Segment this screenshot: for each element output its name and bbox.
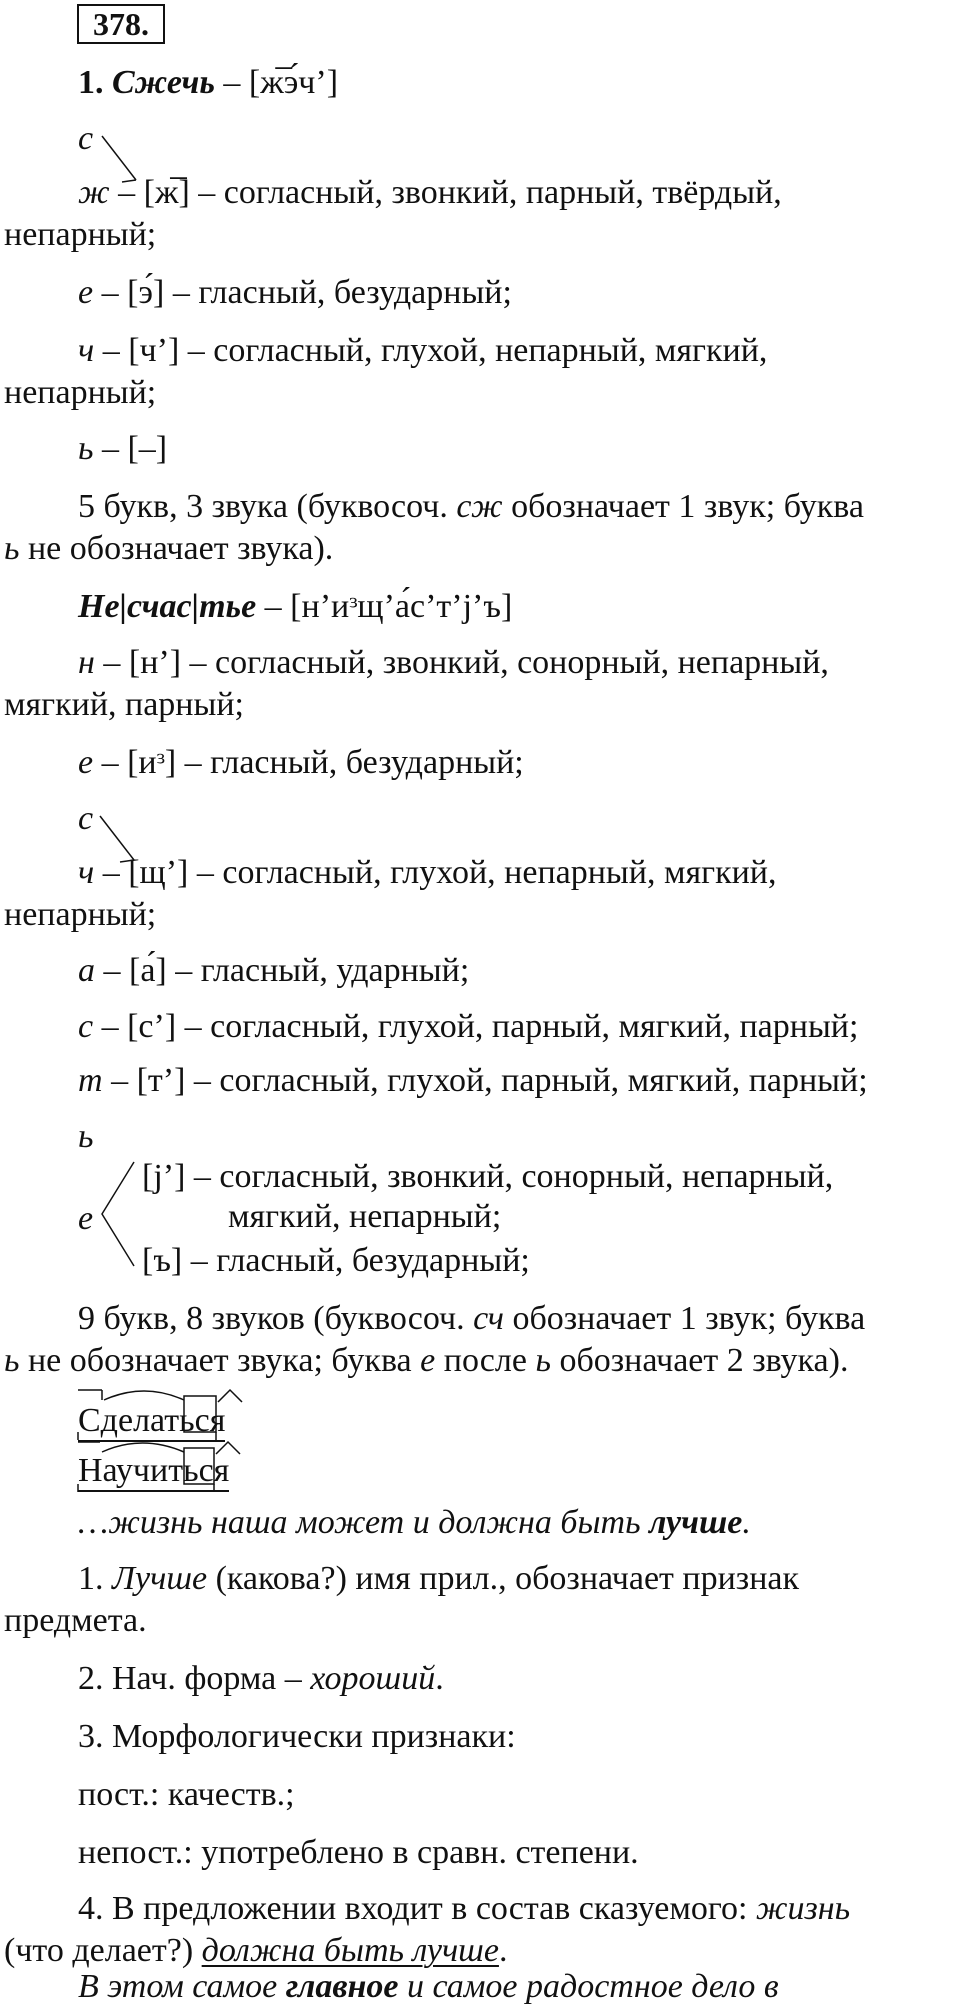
p1-text: (какова?) имя прил., обозначает признак	[207, 1560, 800, 1597]
row-e-desc: – [иᵌ] – гласный, безударный;	[93, 744, 524, 781]
word1-number: 1.	[78, 64, 104, 101]
word2-row-ch-cont: непарный;	[4, 896, 157, 933]
quote-line	[78, 1502, 952, 1544]
quote-end: .	[742, 1504, 751, 1541]
p2-text: 2. Нач. форма –	[78, 1660, 311, 1697]
last-keyword: главное	[285, 1968, 399, 2005]
row-n-desc: – [н’] – согласный, звонкий, сонорный, непарный,	[94, 644, 829, 681]
morph-marks-1	[76, 1384, 246, 1444]
summary-text: 5 букв, 3 звука (буквосоч.	[78, 488, 457, 525]
summary-cluster: сч	[473, 1300, 504, 1337]
word2-transcription: [н’иᵌщ’а́с’т’j’ъ]	[290, 588, 513, 625]
row-zh-desc: – [ж̅] – согласный, звонкий, парный, твёрдый,	[109, 174, 782, 211]
summary-text-end: обозначает 1 звук; буква	[502, 488, 864, 525]
word2-title-line	[78, 586, 952, 628]
analysis-p1	[78, 1558, 952, 1600]
word2-row-n	[78, 642, 952, 684]
word2-row-a	[78, 950, 952, 992]
last-text: В этом самое	[78, 1968, 286, 2005]
morph-marks-2	[76, 1436, 246, 1496]
analysis-p3-var: непост.: употреблено в сравн. степени.	[78, 1834, 639, 1871]
word2-row-n-cont: мягкий, парный;	[4, 686, 244, 723]
word1-row-soft	[78, 428, 952, 470]
word2-summary-cont	[4, 1340, 952, 1382]
letter-ch: ч	[78, 332, 95, 369]
word2-row-e	[78, 742, 952, 784]
letter-zh: ж	[78, 174, 110, 211]
letter-s: с	[78, 1008, 94, 1045]
word2-branch-hard: [ъ] – гласный, безударный;	[142, 1242, 530, 1279]
analysis-p1-cont: предмета.	[4, 1602, 147, 1639]
summary-letter-e: е	[420, 1342, 436, 1379]
row-a-desc: – [а́] – гласный, ударный;	[95, 952, 470, 989]
quote-keyword: лучше	[649, 1504, 743, 1541]
row-e-desc: – [э́] – гласный, безударный;	[93, 274, 512, 311]
letter-t: т	[78, 1062, 103, 1099]
analysis-p3: 3. Морфологически признаки:	[78, 1718, 516, 1755]
p4-question: (что делает?)	[4, 1932, 202, 1969]
summary-soft-sign: ь	[4, 530, 20, 567]
last-line	[78, 1966, 952, 2008]
summary-cont-text: не обозначает звука; буква	[19, 1342, 421, 1379]
p4-text: 4. В предложении входит в состав сказуемого:	[78, 1890, 756, 1927]
p2-end: .	[435, 1660, 444, 1697]
p1-number: 1.	[78, 1560, 112, 1597]
word1-title-line	[78, 62, 952, 104]
row-ch-desc: – [щ’] – согласный, глухой, непарный, мягкий,	[94, 854, 777, 891]
word1-word: Сжечь	[112, 64, 215, 101]
word1-transcription: [ж̅э́ч’]	[248, 64, 339, 101]
word1-row-ch	[78, 330, 952, 372]
word1-summary	[78, 486, 952, 528]
last-text-end: и самое радостное дело в	[398, 1968, 779, 2005]
word2-row-soft: ь	[78, 1118, 94, 1155]
exercise-number-box: 378.	[77, 4, 165, 44]
summary-cont-text: не обозначает звука).	[19, 530, 334, 567]
word1-dash: –	[214, 64, 249, 101]
word2-split-bracket	[100, 1160, 140, 1270]
analysis-p4	[78, 1888, 952, 1930]
summary-after: после	[435, 1342, 536, 1379]
word2-word: Не|счас|тье	[78, 588, 257, 625]
word2-row-s	[78, 1006, 952, 1048]
row-ch-desc: – [ч’] – согласный, глухой, непарный, мягкий,	[94, 332, 768, 369]
word2-row-e2-letter: е	[78, 1200, 94, 1237]
letter-e: е	[78, 744, 94, 781]
p4-subject: жизнь	[755, 1890, 851, 1927]
summary-soft-sign: ь	[4, 1342, 20, 1379]
row-t-desc: – [т’] – согласный, глухой, парный, мягкий, парный;	[102, 1062, 868, 1099]
p2-form: хороший	[310, 1660, 436, 1697]
word1-row-zh	[78, 172, 952, 214]
row-soft-desc: – [–]	[93, 430, 168, 467]
word2-branch-j-cont: мягкий, непарный;	[228, 1198, 502, 1235]
p1-word: Лучше	[112, 1560, 208, 1597]
letter-n: н	[78, 644, 95, 681]
word2-row-ch	[78, 852, 952, 894]
letter-ch: ч	[78, 854, 95, 891]
summary-text: 9 букв, 8 звуков (буквосоч.	[78, 1300, 474, 1337]
word2-row-t	[78, 1060, 952, 1102]
row-s-desc: – [с’] – согласный, глухой, парный, мягкий, парный;	[93, 1008, 859, 1045]
summary-text-end: обозначает 1 звук; буква	[503, 1300, 866, 1337]
summary-end: обозначает 2 звука).	[550, 1342, 849, 1379]
word1-row-ch-cont: непарный;	[4, 374, 157, 411]
letter-a: а	[78, 952, 95, 989]
word2-dash: –	[256, 588, 291, 625]
summary-cluster: сж	[456, 488, 503, 525]
p4-end: .	[498, 1932, 508, 1969]
word1-stack-top: с	[78, 120, 94, 157]
morph-word-2: Научиться	[78, 1452, 229, 1492]
p4-predicate: должна быть лучше	[201, 1932, 499, 1969]
letter-soft-sign: ь	[78, 430, 94, 467]
analysis-p2	[78, 1658, 952, 1700]
morph-word-1: Сделаться	[78, 1402, 225, 1442]
word1-row-e	[78, 272, 952, 314]
word1-summary-cont	[4, 528, 952, 570]
summary-soft-sign-2: ь	[535, 1342, 551, 1379]
letter-e: е	[78, 274, 94, 311]
quote-text: …жизнь наша может и должна быть	[78, 1504, 650, 1541]
word2-summary	[78, 1298, 952, 1340]
word2-branch-j: [j’] – согласный, звонкий, сонорный, непарный,	[142, 1158, 834, 1195]
word2-stack-top: с	[78, 800, 94, 837]
word1-row-zh-cont: непарный;	[4, 216, 157, 253]
analysis-p3-const: пост.: качеств.;	[78, 1776, 295, 1813]
